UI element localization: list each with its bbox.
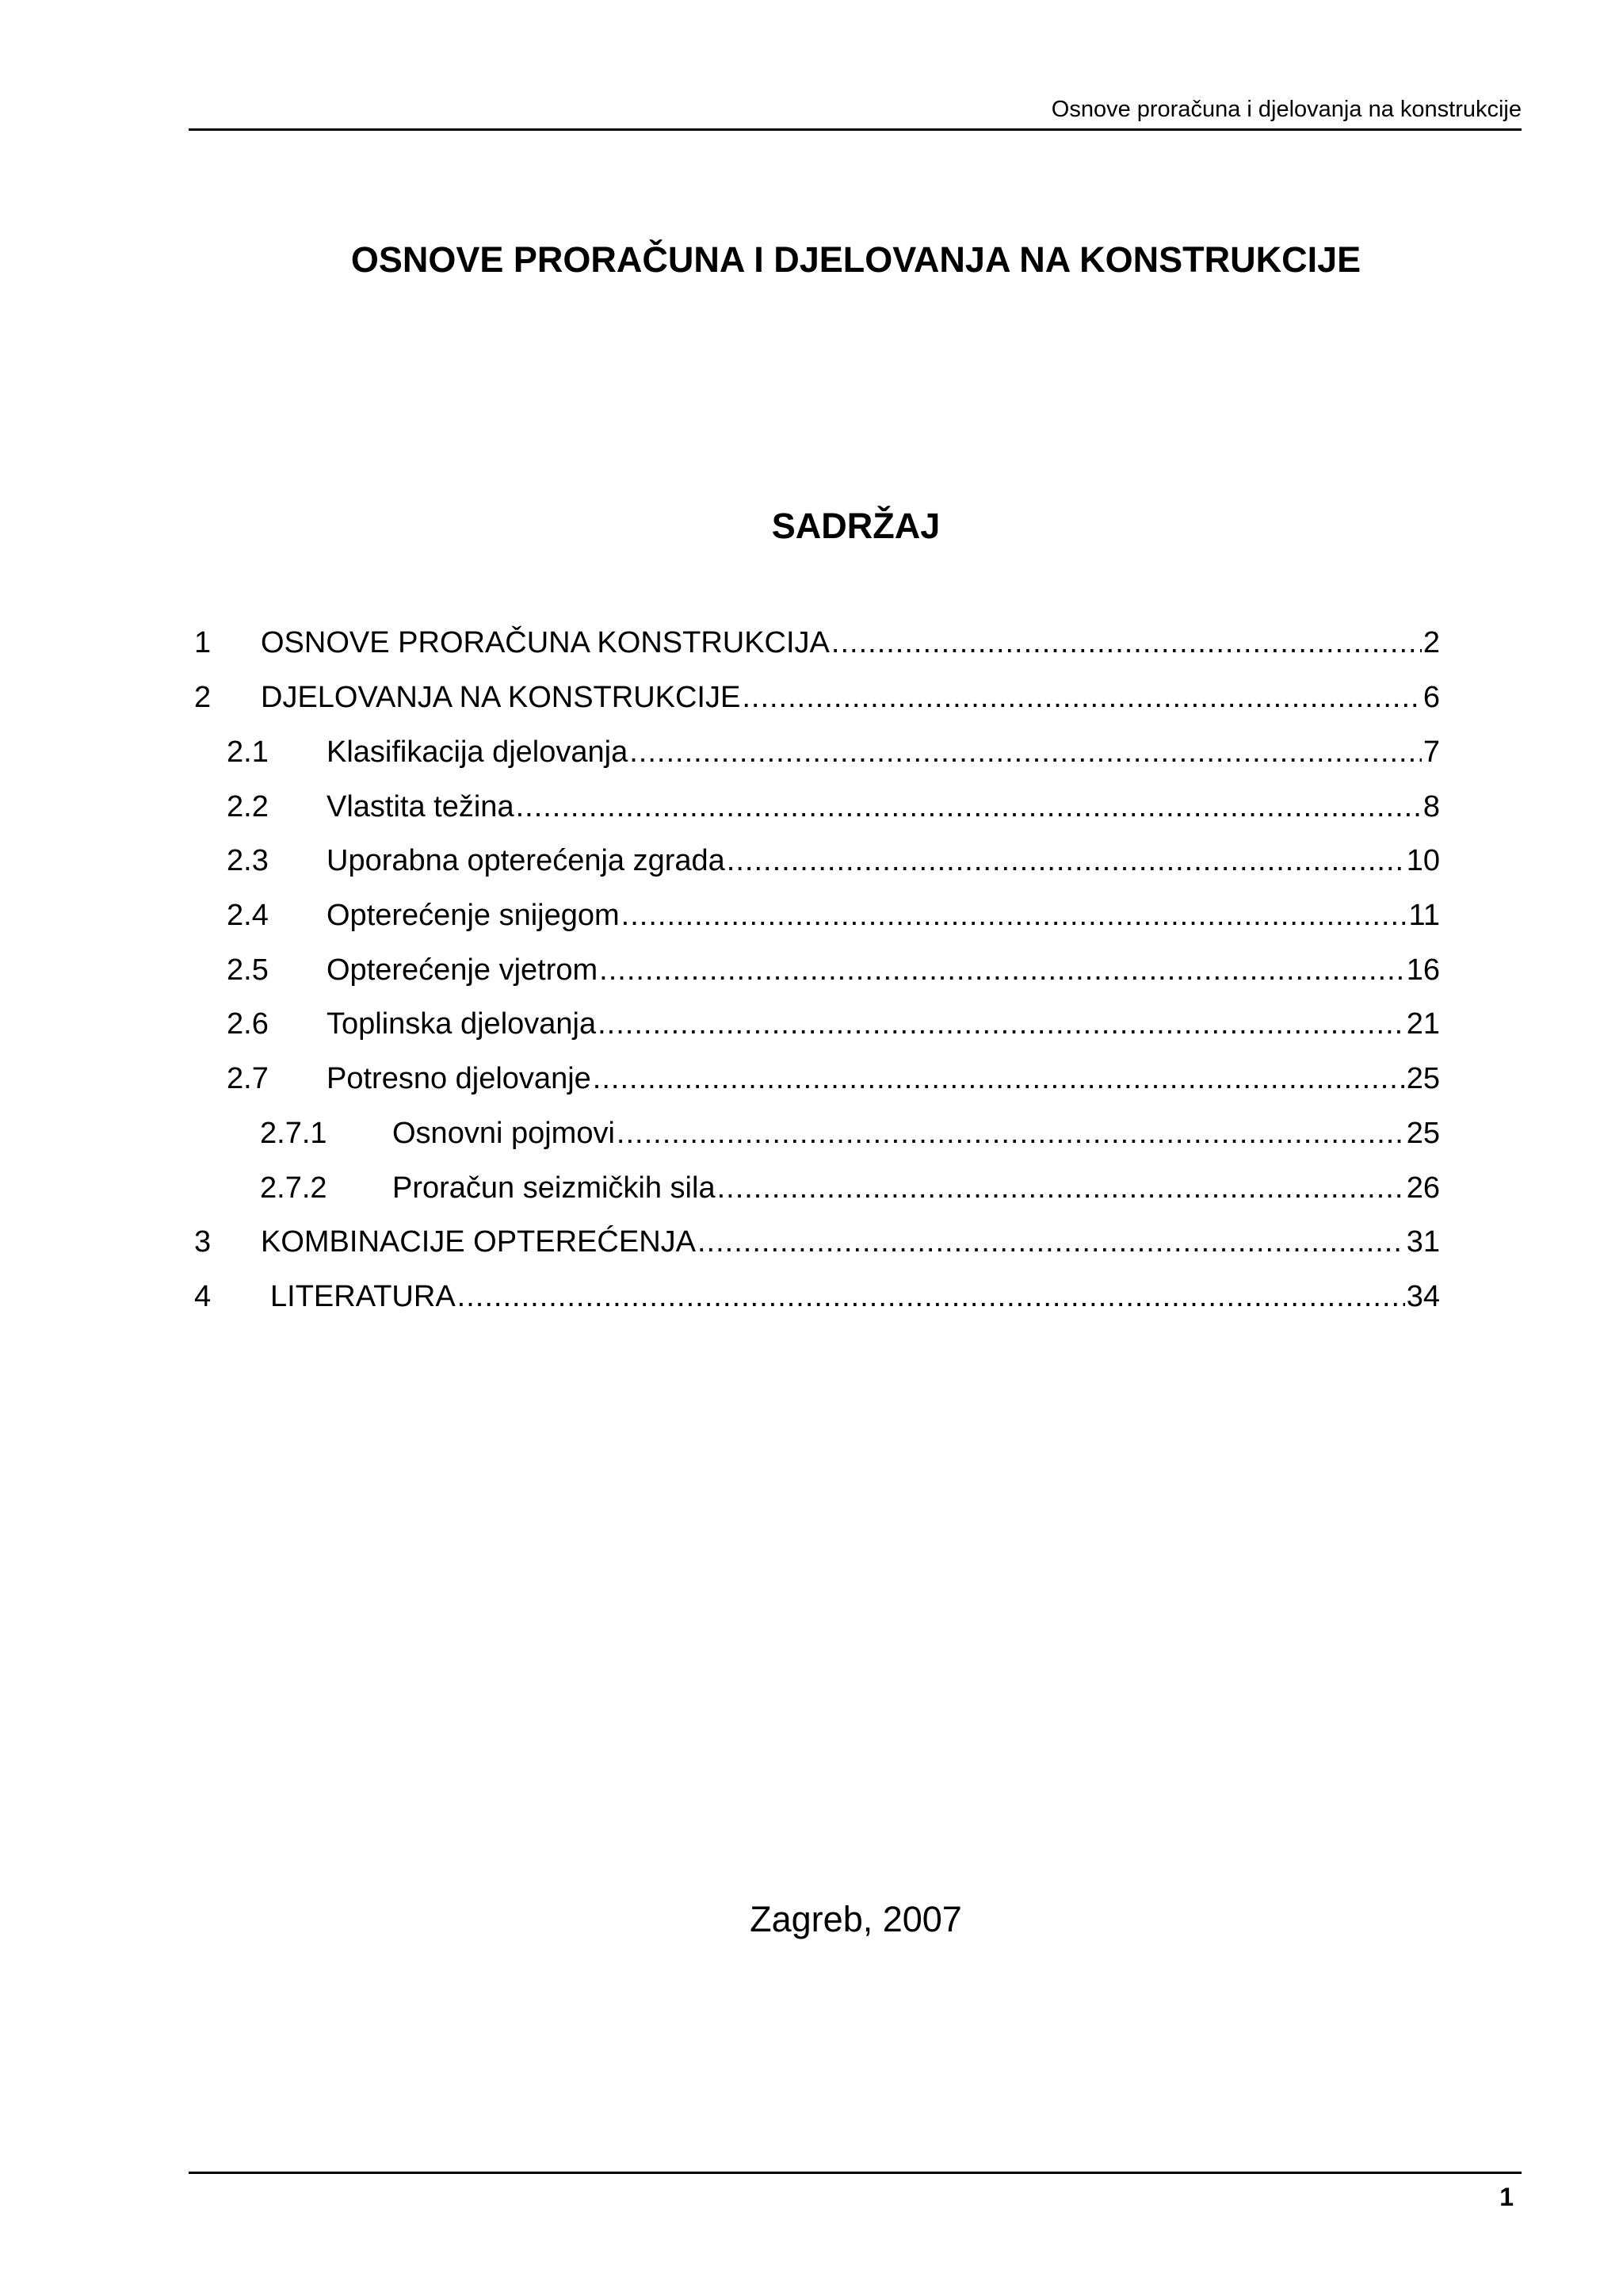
toc-leader-dots: [457, 1276, 1405, 1317]
toc-entry-title: LITERATURA: [270, 1280, 456, 1313]
toc-leader-dots: [629, 732, 1422, 773]
toc-entry-page: 34: [1406, 1280, 1440, 1313]
toc-leader-dots: [727, 840, 1405, 881]
toc-entry-title: Toplinska djelovanja: [327, 1007, 597, 1041]
toc-entry[interactable]: [227, 786, 1440, 827]
toc-entry-title: Opterećenje vjetrom: [327, 953, 598, 987]
toc-entry[interactable]: [194, 1221, 1440, 1263]
toc-entry[interactable]: [227, 1003, 1440, 1045]
toc-leader-dots: [617, 1113, 1405, 1154]
toc-leader-dots: [599, 949, 1405, 991]
toc-leader-dots: [742, 677, 1422, 718]
toc-entry-number: 2.7: [227, 1062, 269, 1095]
toc-entry-number: 1: [194, 626, 212, 659]
toc-leader-dots: [717, 1167, 1405, 1209]
toc-leader-dots: [831, 622, 1422, 663]
toc-entry[interactable]: [227, 732, 1440, 773]
toc-leader-dots: [697, 1221, 1405, 1263]
toc-entry-page: 8: [1423, 790, 1440, 823]
toc-leader-dots: [621, 895, 1407, 936]
toc-entry-title: KOMBINACIJE OPTEREĆENJA: [261, 1225, 696, 1259]
toc-leader-dots: [593, 1058, 1405, 1099]
toc-entry-title: OSNOVE PRORAČUNA KONSTRUKCIJA: [261, 626, 830, 659]
toc-leader-dots: [598, 1003, 1405, 1045]
toc-entry-title: Vlastita težina: [327, 790, 514, 823]
toc-entry-page: 25: [1406, 1062, 1440, 1095]
toc-entry[interactable]: [227, 895, 1440, 936]
toc-entry[interactable]: [260, 1167, 1440, 1209]
toc-entry[interactable]: [194, 677, 1440, 718]
footer-rule: [189, 2172, 1522, 2174]
toc-entry-page: 7: [1423, 735, 1440, 769]
toc-entry[interactable]: [194, 1276, 1440, 1317]
toc-entry[interactable]: [227, 840, 1440, 881]
toc-entry[interactable]: [260, 1113, 1440, 1154]
toc-entry-number: 2.6: [227, 1007, 269, 1041]
toc-entry[interactable]: [227, 949, 1440, 991]
toc-entry-number: 4: [194, 1280, 212, 1313]
toc-entry-title: Klasifikacija djelovanja: [327, 735, 628, 769]
toc-entry-page: 21: [1406, 1007, 1440, 1041]
document-title: OSNOVE PRORAČUNA I DJELOVANJA NA KONSTRUKCIJE: [350, 239, 1361, 280]
toc-entry-title: Potresno djelovanje: [327, 1062, 591, 1095]
toc-heading: SADRŽAJ: [771, 506, 941, 546]
toc-entry-page: 11: [1408, 899, 1440, 932]
toc-entry-number: 2.7.1: [260, 1117, 327, 1150]
toc-entry-title: Uporabna opterećenja zgrada: [327, 844, 725, 877]
toc-entry-title: DJELOVANJA NA KONSTRUKCIJE: [261, 681, 741, 714]
toc-entry-page: 6: [1423, 681, 1440, 714]
toc-entry-page: 16: [1406, 953, 1440, 987]
toc-entry-number: 2.2: [227, 790, 269, 823]
running-header: Osnove proračuna i djelovanja na konstrukcije: [1051, 97, 1522, 122]
toc-entry-number: 2: [194, 681, 212, 714]
toc-entry-page: 10: [1406, 844, 1440, 877]
toc-entry-title: Osnovni pojmovi: [392, 1117, 615, 1150]
toc-entry-page: 25: [1406, 1117, 1440, 1150]
toc-entry-page: 26: [1406, 1171, 1440, 1205]
toc-entry-number: 2.4: [227, 899, 269, 932]
toc-entry-number: 2.3: [227, 844, 269, 877]
toc-entry-page: 2: [1423, 626, 1440, 659]
place-and-date: Zagreb, 2007: [750, 1899, 962, 1939]
toc-entry-number: 2.1: [227, 735, 269, 769]
toc-leader-dots: [516, 786, 1422, 827]
toc-entry-number: 2.7.2: [260, 1171, 327, 1205]
page-number: 1: [1499, 2183, 1514, 2211]
toc-entry[interactable]: [194, 622, 1440, 663]
toc-entry-page: 31: [1406, 1225, 1440, 1259]
toc-entry-number: 3: [194, 1225, 212, 1259]
toc-entry-title: Proračun seizmičkih sila: [392, 1171, 716, 1205]
toc-entry-title: Opterećenje snijegom: [327, 899, 620, 932]
toc-entry[interactable]: [227, 1058, 1440, 1099]
toc-entry-number: 2.5: [227, 953, 269, 987]
